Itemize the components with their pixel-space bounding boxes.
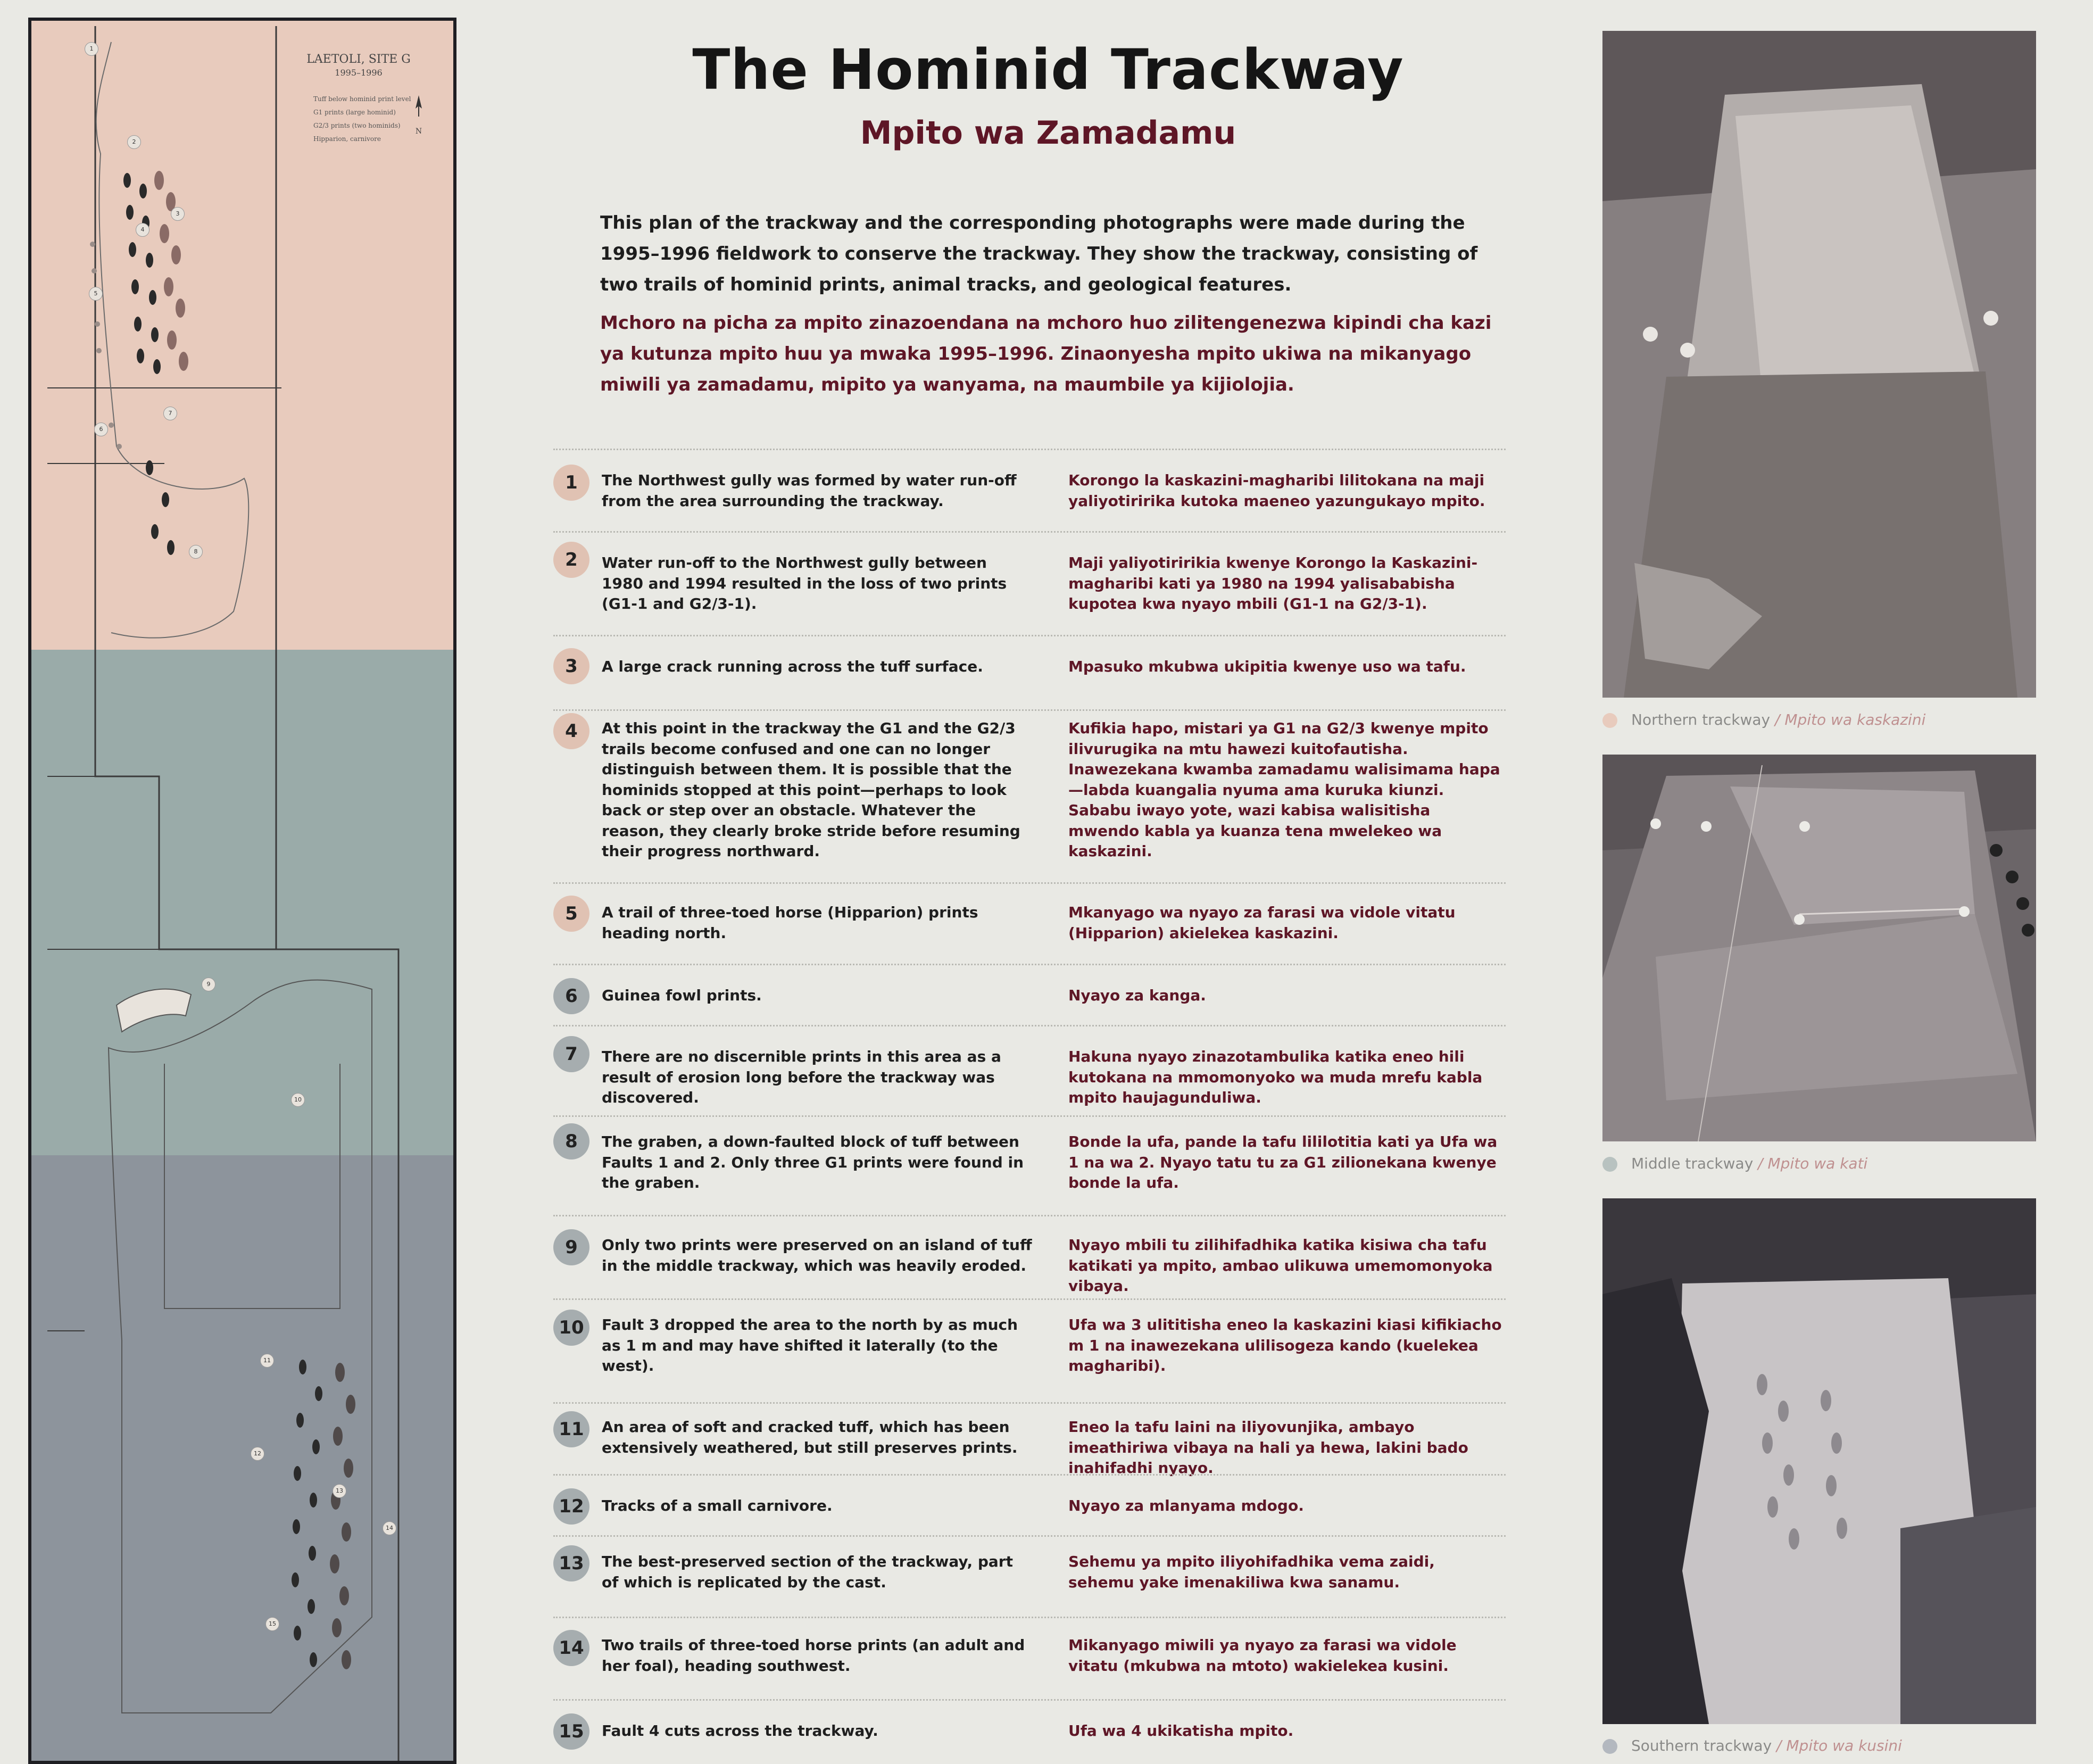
middle-caption bbox=[1602, 1155, 1867, 1172]
northern-trackway-photo bbox=[1602, 31, 2036, 698]
caption-separator: / bbox=[1772, 1737, 1787, 1754]
intro-english: This plan of the trackway and the corresponding photographs were made during the 1995–1996 fieldwork to conserve the trackway. They show the trackway, consisting of two trails of hominid prints, animal tracks, and geological features. bbox=[600, 212, 1478, 295]
entry-english: The Northwest gully was formed by water run-off from the area surrounding the trackway. bbox=[602, 471, 1017, 510]
page-title: The Hominid Trackway bbox=[692, 37, 1404, 102]
entry-number-badge: 7 bbox=[553, 1036, 589, 1072]
entry-english: An area of soft and cracked tuff, which has been extensively weathered, but still preserves prints. bbox=[602, 1418, 1018, 1456]
entry-swahili: Bonde la ufa, pande la tafu lililotitia kati ya Ufa wa 1 na wa 2. Nyayo tatu tu za G1 zilionekana kwenye bonde la ufa. bbox=[1068, 1133, 1498, 1191]
entry-english: Water run-off to the Northwest gully between 1980 and 1994 resulted in the loss of two prints (G1-1 and G2/3-1). bbox=[602, 554, 1007, 612]
entry-swahili: Nyayo za mlanyama mdogo. bbox=[1068, 1497, 1304, 1514]
list-item bbox=[553, 1535, 1506, 1618]
list-item bbox=[553, 1474, 1506, 1537]
entry-number-badge: 15 bbox=[553, 1713, 589, 1750]
entry-swahili: Nyayo mbili tu zilihifadhika katika kisiwa cha tafu katikati ya mpito, ambao ulikuwa umemomonyoka vibaya. bbox=[1068, 1236, 1493, 1295]
list-item bbox=[553, 1025, 1506, 1117]
entry-english: Only two prints were preserved on an island of tuff in the middle trackway, which was heavily eroded. bbox=[602, 1236, 1032, 1274]
caption-english: Southern trackway bbox=[1631, 1737, 1772, 1754]
southern-trackway-photo bbox=[1602, 1198, 2036, 1724]
map-marker-10: 10 bbox=[291, 1093, 305, 1107]
map-marker-11: 11 bbox=[260, 1354, 274, 1368]
north-label: N bbox=[415, 127, 422, 136]
list-item bbox=[553, 709, 1506, 884]
entry-swahili: Mkanyago wa nyayo za farasi wa vidole vitatu (Hipparion) akielekea kaskazini. bbox=[1068, 904, 1456, 942]
map-legend-item: Tuff below hominid print level bbox=[313, 95, 411, 103]
list-item bbox=[553, 1215, 1506, 1300]
map-site-title: LAETOLI, SITE G bbox=[306, 53, 411, 66]
map-site-years: 1995–1996 bbox=[335, 68, 383, 78]
caption-color-dot bbox=[1602, 1157, 1617, 1172]
entry-english: A large crack running across the tuff surface. bbox=[602, 658, 983, 675]
entry-swahili: Ufa wa 3 ulititisha eneo la kaskazini kiasi kifikiacho m 1 na inawezekana ulilisogeza kando (kuelekea magharibi). bbox=[1068, 1316, 1502, 1374]
list-item bbox=[553, 449, 1506, 533]
caption-color-dot bbox=[1602, 1739, 1617, 1754]
entry-english: The graben, a down-faulted block of tuff between Faults 1 and 2. Only three G1 prints were found in the graben. bbox=[602, 1133, 1024, 1191]
entry-swahili: Mikanyago miwili ya nyayo za farasi wa vidole vitatu (mkubwa na mtoto) wakielekea kusini. bbox=[1068, 1636, 1457, 1675]
entry-swahili: Korongo la kaskazini-magharibi lilitokana na maji yaliyotiririka kutoka maeneo yazungukayo mpito. bbox=[1068, 471, 1485, 510]
list-item bbox=[553, 1298, 1506, 1404]
entry-swahili: Maji yaliyotiririkia kwenye Korongo la Kaskazini-magharibi kati ya 1980 na 1994 yalisababisha kupotea kwa nyayo mbili (G1-1 na G2/3-1). bbox=[1068, 554, 1478, 612]
north-arrow-icon bbox=[413, 95, 424, 127]
map-marker-5: 5 bbox=[89, 287, 103, 301]
entry-number-badge: 4 bbox=[553, 713, 589, 749]
map-marker-13: 13 bbox=[333, 1484, 346, 1498]
list-item bbox=[553, 1402, 1506, 1476]
map-marker-9: 9 bbox=[202, 978, 215, 991]
map-legend-item: Hipparion, carnivore bbox=[313, 135, 381, 143]
entry-swahili: Sehemu ya mpito iliyohifadhika vema zaidi, sehemu yake imenakiliwa kwa sanamu. bbox=[1068, 1553, 1435, 1591]
entry-english: Guinea fowl prints. bbox=[602, 987, 762, 1004]
entry-number-badge: 5 bbox=[553, 896, 589, 932]
map-marker-2: 2 bbox=[127, 135, 141, 149]
northern-caption bbox=[1602, 711, 1925, 728]
list-item bbox=[553, 1115, 1506, 1216]
entry-swahili: Eneo la tafu laini na iliyovunjika, ambayo imeathiriwa vibaya na hali ya hewa, lakini bado inahifadhi nyayo. bbox=[1068, 1418, 1468, 1477]
map-marker-14: 14 bbox=[383, 1521, 396, 1535]
caption-color-dot bbox=[1602, 713, 1617, 728]
entry-swahili: Mpasuko mkubwa ukipitia kwenye uso wa tafu. bbox=[1068, 658, 1466, 675]
entry-english: A trail of three-toed horse (Hipparion) prints heading north. bbox=[602, 904, 978, 942]
map-marker-3: 3 bbox=[171, 207, 185, 221]
entry-english: At this point in the trackway the G1 and the G2/3 trails become confused and one can no longer distinguish between them. It is possible that the hominids stopped at this point—perhaps to look back or step over an obstacle. Whatever the reason, they clearly broke stride before resuming their progress northward. bbox=[602, 719, 1020, 860]
southern-caption bbox=[1602, 1737, 1902, 1754]
entry-swahili: Kufikia hapo, mistari ya G1 na G2/3 kwenye mpito ilivurugika na mtu hawezi kuitofautisha. Inawezekana kwamba zamadamu walisimama hapa—labda kuangalia nyuma ama kuruka kiunzi. Sababu iwayo yote, wazi kabisa walisitisha mwendo kabla ya kuanza tena mwelekeo wa kaskazini. bbox=[1068, 719, 1500, 860]
entry-english: There are no discernible prints in this area as a result of erosion long before the trackway was discovered. bbox=[602, 1048, 1001, 1106]
map-marker-6: 6 bbox=[94, 423, 108, 436]
entry-swahili: Hakuna nyayo zinazotambulika katika eneo hili kutokana na mmomonyoko wa muda mrefu kabla mpito haujagunduliwa. bbox=[1068, 1048, 1483, 1106]
entry-number-badge: 3 bbox=[553, 648, 589, 684]
list-item bbox=[553, 635, 1506, 711]
map-marker-15: 15 bbox=[265, 1617, 279, 1631]
caption-swahili: Mpito wa kati bbox=[1767, 1155, 1868, 1172]
entry-number-badge: 8 bbox=[553, 1123, 589, 1160]
list-item bbox=[553, 964, 1506, 1026]
map-marker-12: 12 bbox=[251, 1447, 264, 1461]
entry-english: Two trails of three-toed horse prints (an adult and her foal), heading southwest. bbox=[602, 1636, 1025, 1675]
list-item bbox=[553, 531, 1506, 636]
caption-english: Middle trackway bbox=[1631, 1155, 1754, 1172]
middle-trackway-photo bbox=[1602, 755, 2036, 1141]
map-marker-1: 1 bbox=[85, 42, 98, 56]
map-legend-item: G2/3 prints (two hominids) bbox=[313, 122, 401, 129]
caption-separator: / bbox=[1753, 1155, 1768, 1172]
trackway-plan-drawing bbox=[31, 21, 453, 1761]
caption-swahili: Mpito wa kusini bbox=[1786, 1737, 1902, 1754]
caption-english: Northern trackway bbox=[1631, 711, 1771, 728]
map-legend-item: G1 prints (large hominid) bbox=[313, 109, 396, 116]
list-item bbox=[553, 1617, 1506, 1701]
entry-number-badge: 12 bbox=[553, 1488, 589, 1525]
map-marker-4: 4 bbox=[136, 223, 150, 237]
entry-english: Fault 3 dropped the area to the north by as much as 1 m and may have shifted it laterally (to the west). bbox=[602, 1316, 1018, 1374]
entry-swahili: Nyayo za kanga. bbox=[1068, 987, 1206, 1004]
entry-number-badge: 6 bbox=[553, 978, 589, 1014]
page-subtitle: Mpito wa Zamadamu bbox=[860, 114, 1236, 152]
intro-swahili: Mchoro na picha za mpito zinazoendana na mchoro huo zilitengenezwa kipindi cha kazi ya kutunza mpito huu ya mwaka 1995–1996. Zinaonyesha mpito ukiwa na mikanyago miwili ya zamadamu, mipito ya wanyama, na maumbile ya kijiolojia. bbox=[600, 312, 1492, 395]
entry-english: The best-preserved section of the trackway, part of which is replicated by the cast. bbox=[602, 1553, 1013, 1591]
entry-number-badge: 11 bbox=[553, 1411, 589, 1447]
map-marker-8: 8 bbox=[189, 545, 203, 559]
entry-number-badge: 2 bbox=[553, 542, 589, 578]
caption-swahili: Mpito wa kaskazini bbox=[1784, 711, 1926, 728]
entry-number-badge: 13 bbox=[553, 1545, 589, 1581]
entry-swahili: Ufa wa 4 ukikatisha mpito. bbox=[1068, 1722, 1294, 1740]
map-marker-7: 7 bbox=[163, 407, 177, 420]
entry-number-badge: 9 bbox=[553, 1229, 589, 1265]
entry-number-badge: 14 bbox=[553, 1630, 589, 1666]
trackway-plan-map bbox=[28, 18, 456, 1764]
caption-separator: / bbox=[1770, 711, 1785, 728]
entry-number-badge: 10 bbox=[553, 1310, 589, 1346]
entry-english: Tracks of a small carnivore. bbox=[602, 1497, 833, 1514]
list-item bbox=[553, 882, 1506, 965]
list-item bbox=[553, 1699, 1506, 1759]
entry-english: Fault 4 cuts across the trackway. bbox=[602, 1722, 878, 1740]
entry-number-badge: 1 bbox=[553, 465, 589, 501]
